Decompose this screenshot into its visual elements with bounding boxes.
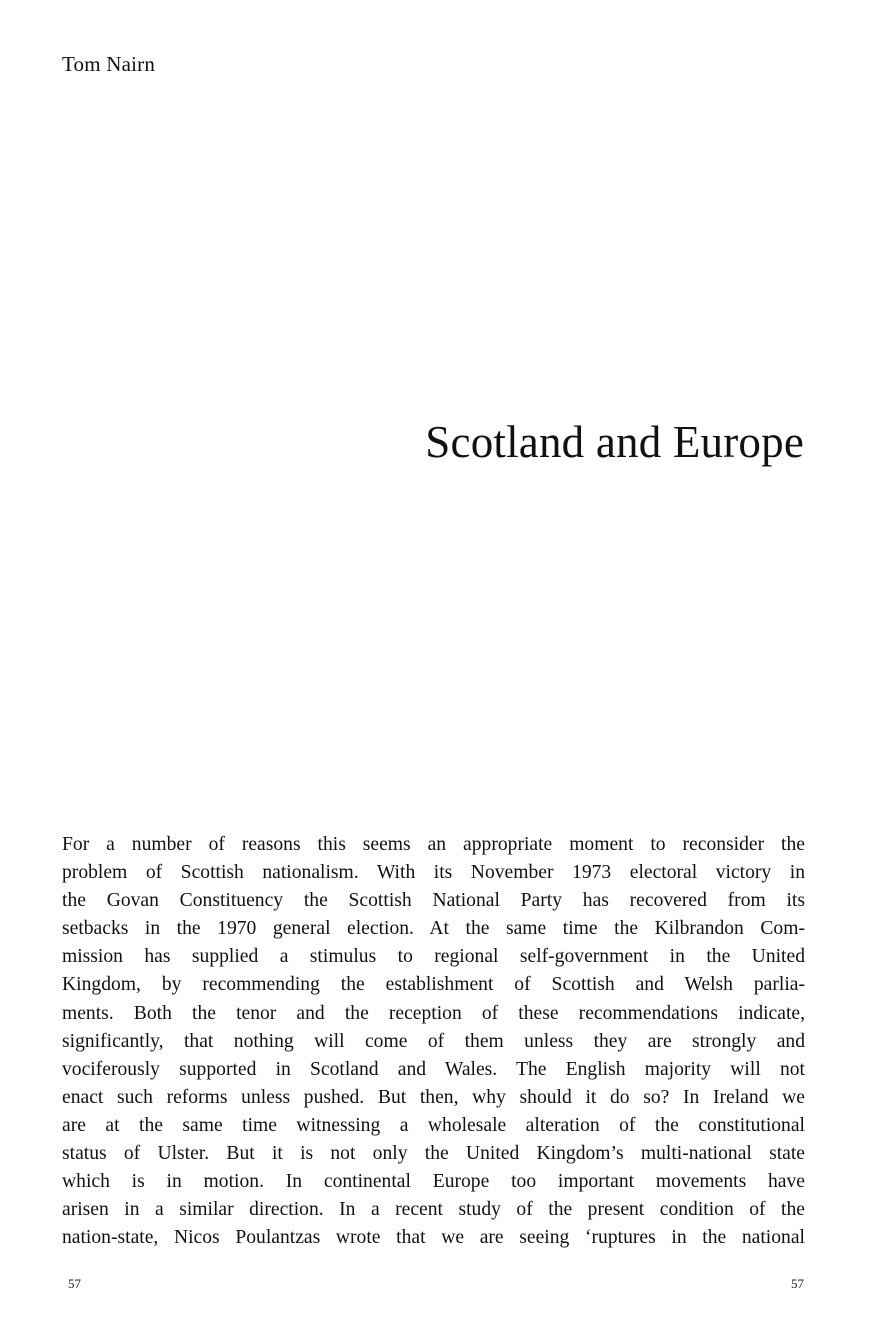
body-line: arisen in a similar direction. In a recent study of the present condition of the [62,1199,805,1221]
author-name: Tom Nairn [62,52,156,76]
body-line: Kingdom, by recommending the establishment of Scottish and Welsh parlia- [62,974,805,996]
body-line: For a number of reasons this seems an appropriate moment to reconsider the [62,834,805,855]
body-line: which is in motion. In continental Europe too important movements have [62,1171,805,1193]
page-number-right: 57 [791,1276,804,1291]
body-paragraph [62,831,805,1252]
body-line: are at the same time witnessing a wholesale alteration of the constitutional [62,1114,805,1136]
body-line: mission has supplied a stimulus to regional self-government in the United [62,946,805,968]
article-title: Scotland and Europe [425,417,804,467]
body-line: ments. Both the tenor and the reception of these recommendations indicate, [62,1002,805,1024]
body-line: vociferously supported in Scotland and Wales. The English majority will not [62,1058,805,1080]
body-line: enact such reforms unless pushed. But then, why should it do so? In Ireland we [62,1086,805,1108]
body-line: status of Ulster. But it is not only the United Kingdom’s multi-national state [62,1143,805,1165]
body-line: nation-state, Nicos Poulantzas wrote that we are seeing ‘ruptures in the national [62,1227,805,1249]
page-number-left: 57 [68,1276,81,1291]
body-line: significantly, that nothing will come of them unless they are strongly and [62,1030,805,1052]
body-line: problem of Scottish nationalism. With its November 1973 electoral victory in [62,862,805,884]
body-line: setbacks in the 1970 general election. At the same time the Kilbrandon Com- [62,918,805,940]
body-line: the Govan Constituency the Scottish National Party has recovered from its [62,890,805,912]
